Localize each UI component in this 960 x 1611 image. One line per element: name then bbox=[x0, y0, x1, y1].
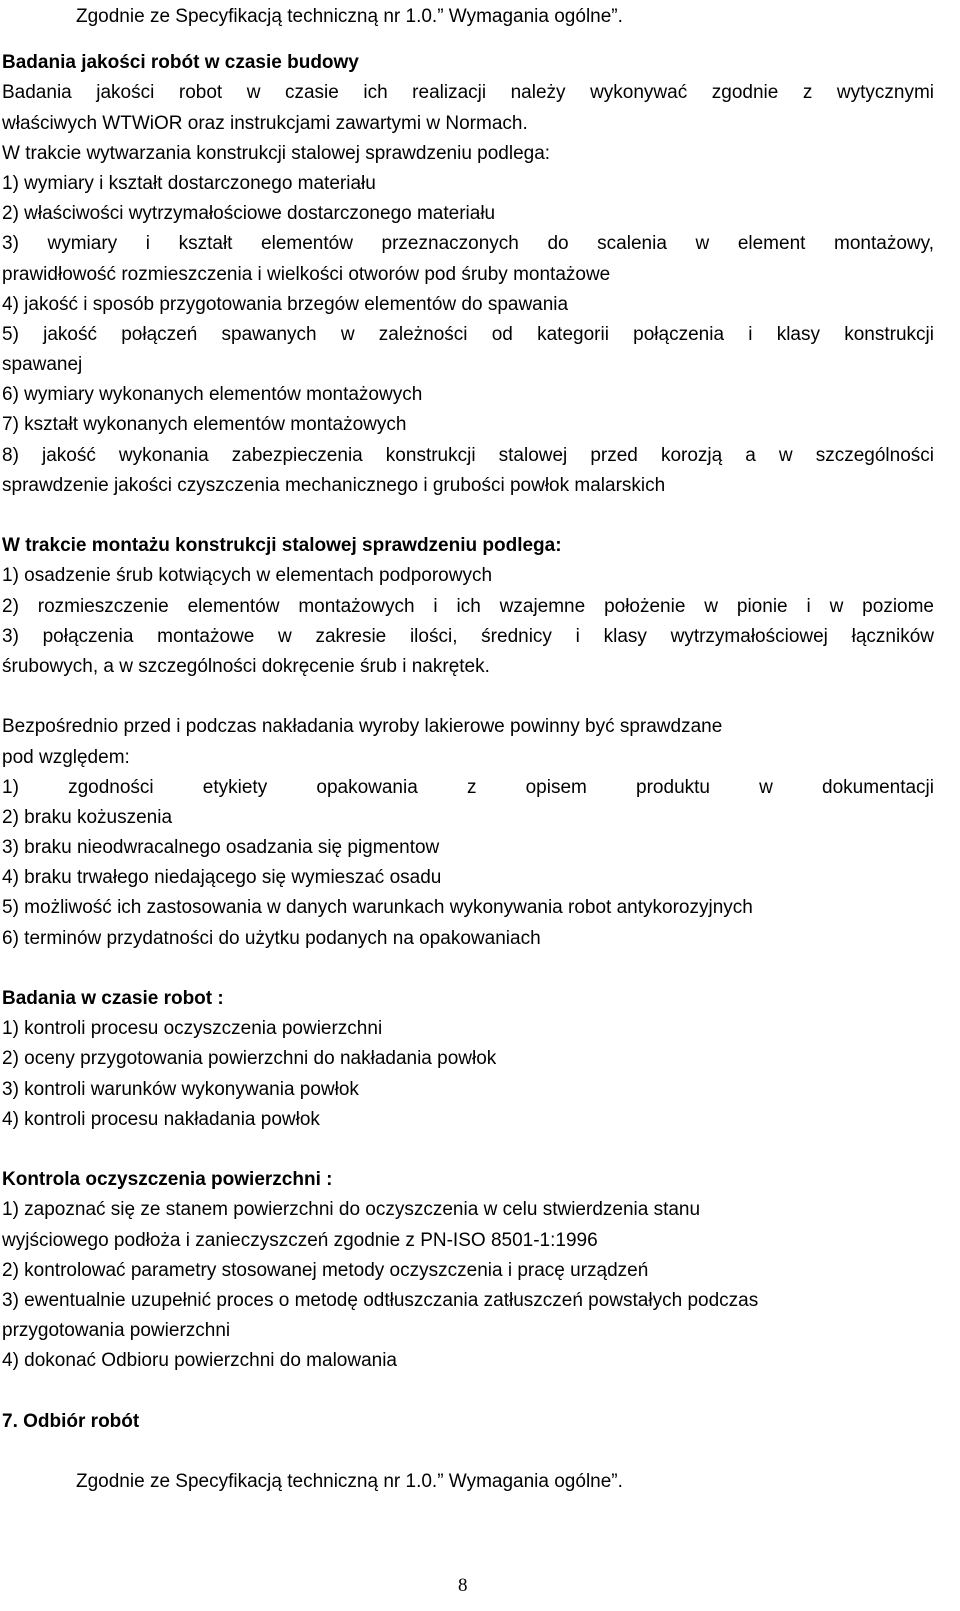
quality-intro-line: Badania jakości robot w czasie ich realizacji należy wykonywać zgodnie z wytycznymi bbox=[2, 82, 934, 104]
production-item: sprawdzenie jakości czyszczenia mechanicznego i grubości powłok malarskich bbox=[2, 474, 666, 496]
cleaning-item: 4) dokonać Odbioru powierzchni do malowania bbox=[2, 1350, 398, 1372]
production-item: 1) wymiary i kształt dostarczonego materiału bbox=[2, 172, 376, 194]
spacer bbox=[0, 1135, 934, 1165]
paint-item: 4) braku trwałego niedającego się wymieszać osadu bbox=[2, 867, 442, 889]
paint-item: 3) braku nieodwracalnego osadzania się pigmentow bbox=[2, 837, 440, 859]
acceptance-reference-line: Zgodnie ze Specyfikacją techniczną nr 1.0.” Wymagania ogólne”. bbox=[76, 1471, 623, 1492]
assembly-item: 2) rozmieszczenie elementów montażowych i ich wzajemne położenie w pionie i w poziome bbox=[2, 595, 934, 617]
assembly-item: 3) połączenia montażowe w zakresie ilości, średnicy i klasy wytrzymałościowej łączników bbox=[2, 625, 934, 647]
spacer bbox=[0, 682, 934, 712]
paint-intro-line: Bezpośrednio przed i podczas nakładania wyroby lakierowe powinny być sprawdzane bbox=[2, 716, 723, 738]
cleaning-item: przygotowania powierzchni bbox=[2, 1320, 231, 1342]
during-works-item: 2) oceny przygotowania powierzchni do nakładania powłok bbox=[2, 1048, 497, 1070]
during-works-heading: Badania w czasie robot : bbox=[2, 988, 224, 1009]
production-item: 4) jakość i sposób przygotowania brzegów elementów do spawania bbox=[2, 293, 569, 315]
production-item: 5) jakość połączeń spawanych w zależności od kategorii połączenia i klasy konstrukcji bbox=[2, 323, 934, 345]
assembly-item: śrubowych, a w szczególności dokręcenie śrub i nakrętek. bbox=[2, 655, 490, 677]
spacer bbox=[0, 32, 934, 48]
spacer bbox=[0, 1376, 934, 1406]
paint-intro-line: pod względem: bbox=[2, 746, 130, 768]
during-works-item: 3) kontroli warunków wykonywania powłok bbox=[2, 1078, 359, 1100]
during-works-item: 1) kontroli procesu oczyszczenia powierzchni bbox=[2, 1018, 383, 1040]
assembly-heading: W trakcie montażu konstrukcji stalowej sprawdzeniu podlega: bbox=[2, 535, 562, 557]
during-works-item: 4) kontroli procesu nakładania powłok bbox=[2, 1108, 320, 1130]
acceptance-heading: 7. Odbiór robót bbox=[2, 1410, 140, 1432]
quality-intro-line: właściwych WTWiOR oraz instrukcjami zawartymi w Normach. bbox=[2, 112, 528, 134]
cleaning-item: 1) zapoznać się ze stanem powierzchni do oczyszczenia w celu stwierdzenia stanu bbox=[2, 1199, 701, 1221]
quality-tests-heading: Badania jakości robót w czasie budowy bbox=[2, 52, 359, 74]
spacer bbox=[0, 1437, 934, 1467]
production-item: 7) kształt wykonanych elementów montażowych bbox=[2, 414, 407, 436]
spacer bbox=[0, 501, 934, 531]
production-item: 2) właściwości wytrzymałościowe dostarczonego materiału bbox=[2, 203, 496, 225]
production-item: 6) wymiary wykonanych elementów montażowych bbox=[2, 384, 423, 406]
production-item: prawidłowość rozmieszczenia i wielkości otworów pod śruby montażowe bbox=[2, 263, 611, 285]
production-item: 8) jakość wykonania zabezpieczenia konstrukcji stalowej przed korozją a w szczególności bbox=[2, 444, 934, 466]
assembly-item: 1) osadzenie śrub kotwiących w elementach podporowych bbox=[2, 565, 493, 587]
paint-item: 6) terminów przydatności do użytku podanych na opakowaniach bbox=[2, 927, 541, 949]
production-intro-line: W trakcie wytwarzania konstrukcji stalowej sprawdzeniu podlega: bbox=[2, 142, 551, 164]
cleaning-heading: Kontrola oczyszczenia powierzchni : bbox=[2, 1169, 333, 1191]
paint-item: 2) braku kożuszenia bbox=[2, 806, 173, 828]
cleaning-item: wyjściowego podłoża i zanieczyszczeń zgodnie z PN-ISO 8501-1:1996 bbox=[2, 1229, 598, 1251]
paint-item: 5) możliwość ich zastosowania w danych warunkach wykonywania robot antykorozyjnych bbox=[2, 897, 753, 919]
header-reference-line: Zgodnie ze Specyfikacją techniczną nr 1.0.” Wymagania ogólne”. bbox=[76, 6, 623, 27]
page-number: 8 bbox=[458, 1575, 468, 1596]
cleaning-item: 3) ewentualnie uzupełnić proces o metodę odtłuszczania zatłuszczeń powstałych podczas bbox=[2, 1289, 759, 1311]
production-item: spawanej bbox=[2, 354, 83, 376]
cleaning-item: 2) kontrolować parametry stosowanej metody oczyszczenia i pracę urządzeń bbox=[2, 1259, 649, 1281]
production-item: 3) wymiary i kształt elementów przeznaczonych do scalenia w element montażowy, bbox=[2, 233, 934, 255]
spacer bbox=[0, 954, 934, 984]
paint-item: 1) zgodności etykiety opakowania z opisem produktu w dokumentacji bbox=[2, 776, 934, 798]
